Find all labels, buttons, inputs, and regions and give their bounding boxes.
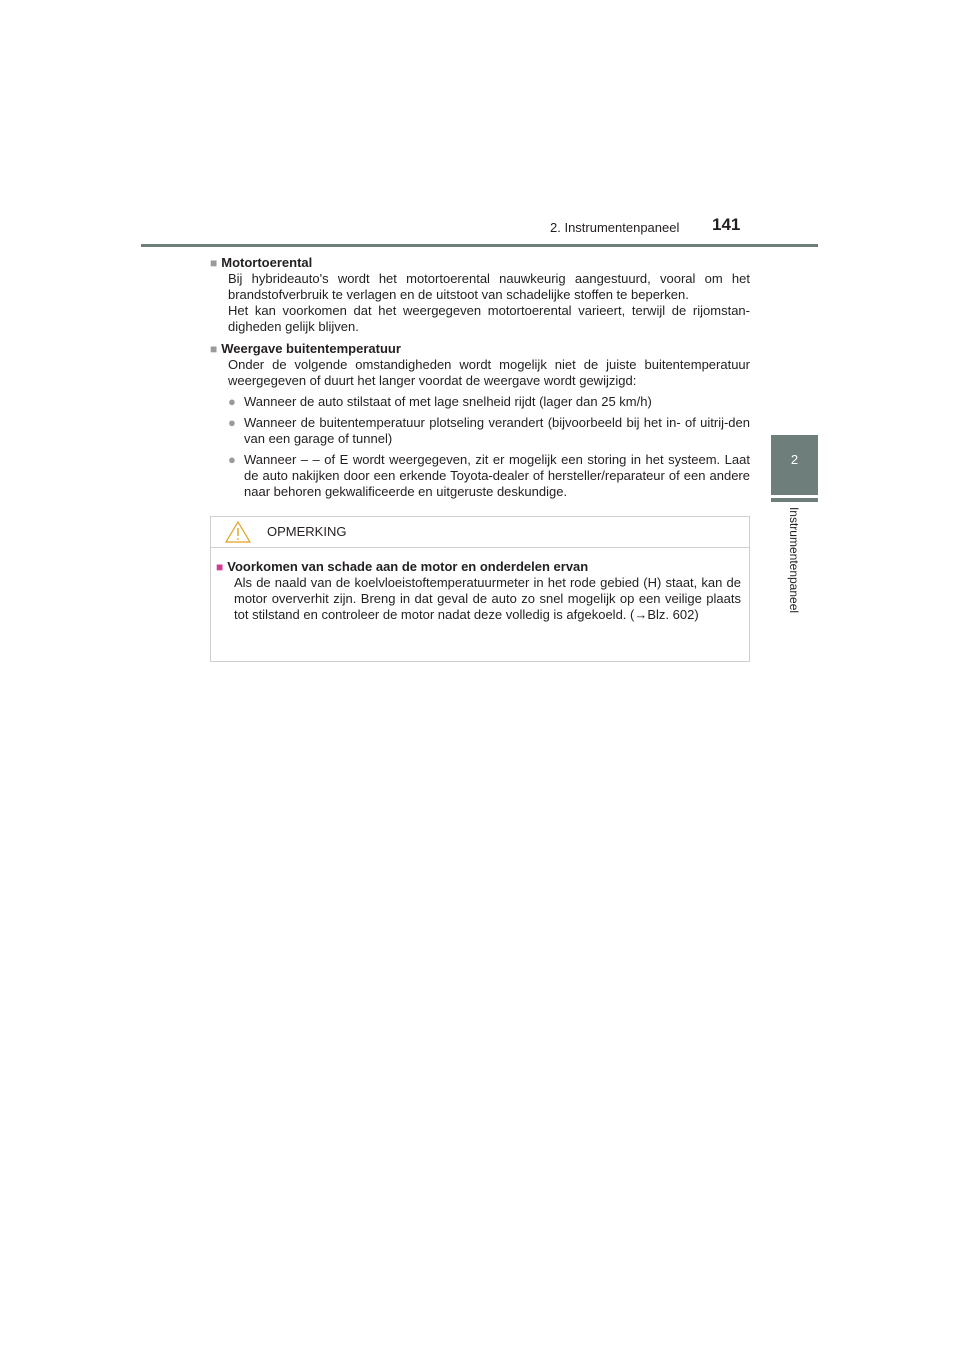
notice-body [216, 559, 741, 623]
notice-heading: ■ Voorkomen van schade aan de motor en onderdelen ervan [216, 559, 589, 574]
list-item: ● Wanneer de buitentemperatuur plotseling verandert (bijvoorbeeld bij het in- of uitrij-den van een garage of tunnel) [228, 415, 750, 446]
chapter-tab-rule [771, 498, 818, 502]
circle-bullet-icon: ● [228, 415, 236, 430]
section-heading-motortoerental: ■ Motortoerental [210, 255, 313, 270]
warning-triangle-icon [225, 521, 251, 543]
list-item: ● Wanneer de auto stilstaat of met lage snelheid rijdt (lager dan 25 km/h) [228, 394, 652, 409]
paragraph: Onder de volgende omstandigheden wordt mogelijk niet de juiste buitentemperatuur weergegeven of duurt het langer voordat de weergave wordt gewijzigd: [228, 357, 750, 388]
chapter-tab-number: 2 [790, 452, 799, 467]
section-heading-buitentemperatuur: ■ Weergave buitentemperatuur [210, 341, 401, 356]
notice-text: Als de naald van de koelvloeistoftemperatuurmeter in het rode gebied (H) staat, kan de motor oververhit zijn. Breng in dat geval de auto zo snel mogelijk op een veilige plaats tot stilstand en controleer de motor nadat deze volledig is afgekoeld. (→Blz. 602) [234, 575, 741, 622]
square-bullet-icon: ■ [210, 256, 218, 270]
header-rule [141, 244, 818, 247]
notice-box [210, 516, 750, 662]
paragraph: Het kan voorkomen dat het weergegeven motortoerental varieert, terwijl de rijomstan-digheden gelijk blijven. [228, 303, 750, 334]
header-section-title: 2. Instrumentenpaneel [550, 220, 680, 235]
square-bullet-icon: ■ [210, 342, 218, 356]
paragraph: Bij hybrideauto's wordt het motortoerental nauwkeurig aangestuurd, vooral om het brandstofverbruik te verlagen en de uitstoot van schadelijke stoffen te beperken. [228, 271, 750, 302]
page-number: 141 [712, 215, 741, 234]
circle-bullet-icon: ● [228, 452, 236, 467]
notice-title: OPMERKING [267, 524, 347, 539]
circle-bullet-icon: ● [228, 394, 236, 409]
square-bullet-icon: ■ [216, 560, 224, 574]
main-content [210, 255, 750, 500]
notice-header [211, 517, 749, 548]
list-item: ● Wanneer – – of E wordt weergegeven, zit er mogelijk een storing in het systeem. Laat de auto nakijken door een erkende Toyota-dealer of hersteller/reparateur of een andere naar behoren gekwalificeerde en uitgeruste deskundige. [228, 452, 750, 499]
